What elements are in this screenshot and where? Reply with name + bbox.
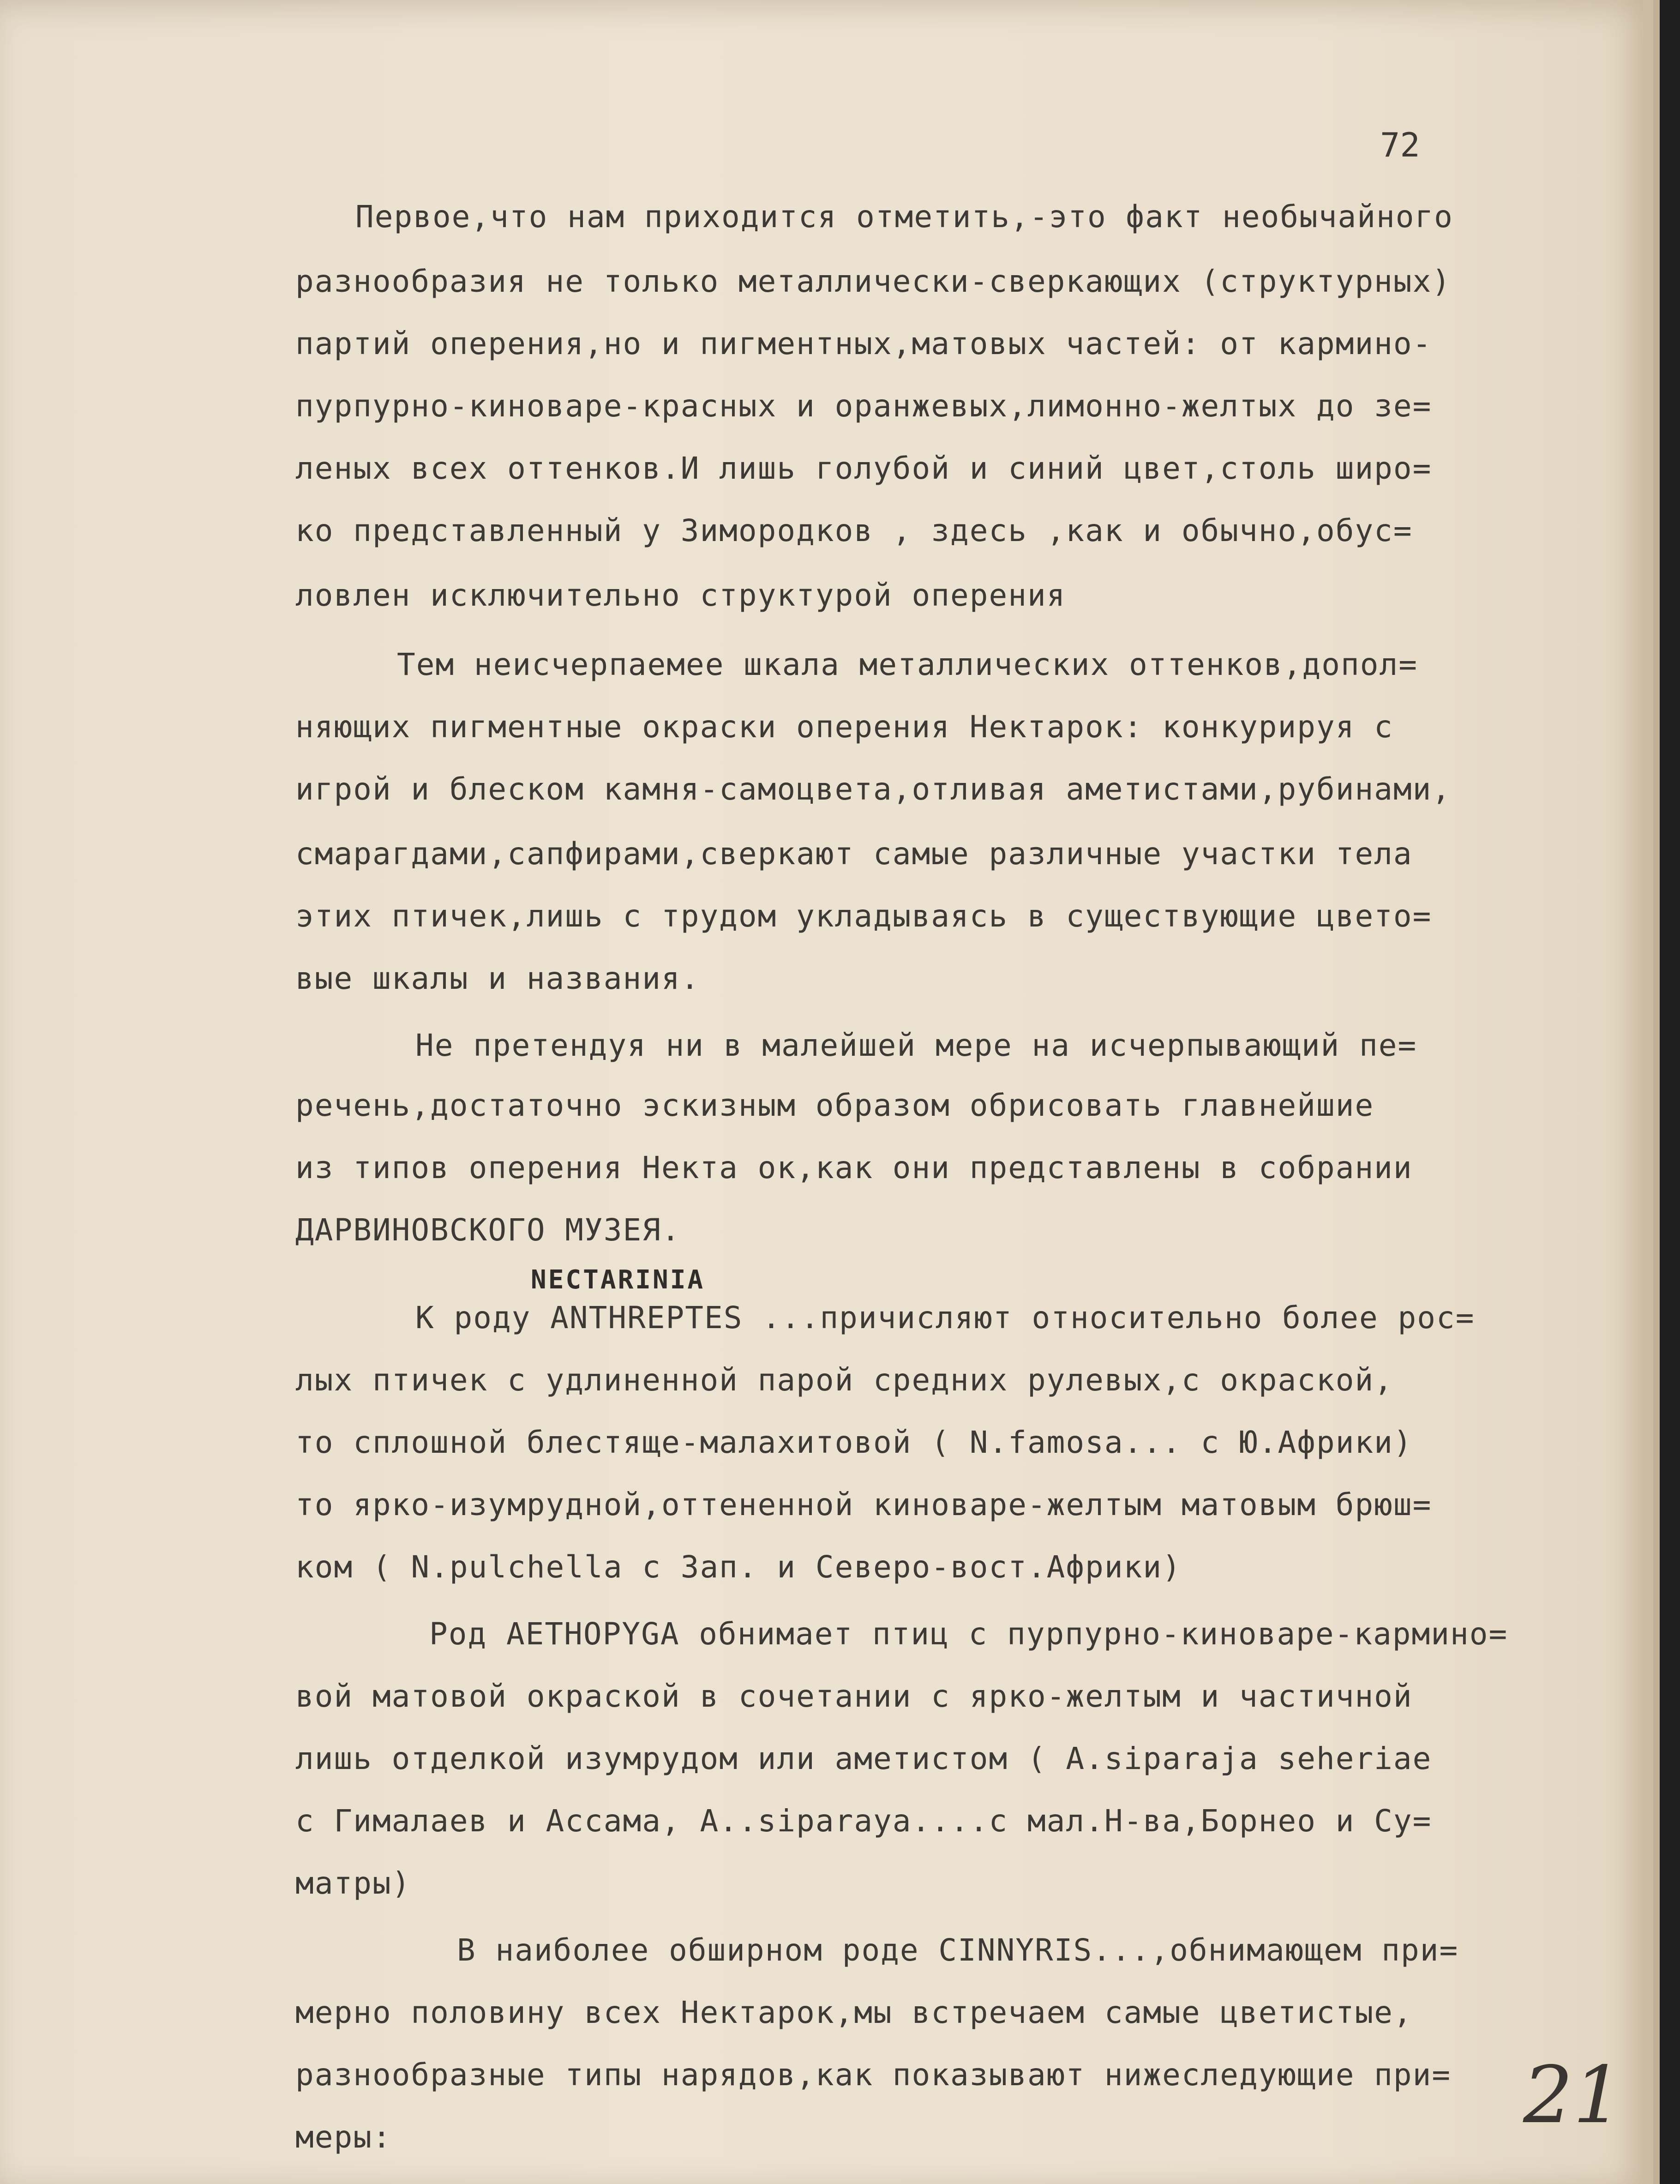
text-line: няющих пигментные окраски оперения Нектарок: конкурируя с	[295, 709, 1393, 745]
text-line: из типов оперения Некта ок,как они представлены в собрании	[295, 1150, 1413, 1185]
text-line: пурпурно-киноваре-красных и оранжевых,лимонно-желтых до зе=	[295, 388, 1432, 424]
page-edge	[1643, 0, 1653, 2184]
text-line: с Гималаев и Ассама, A..siparaya....с мал.Н-ва,Борнео и Су=	[295, 1803, 1432, 1839]
text-line: В наиболее обширном роде CINNYRIS...,обнимающем при=	[457, 1932, 1459, 1968]
text-line: Первое,что нам приходится отметить,-это факт необычайного	[355, 199, 1453, 235]
text-line: ко представленный у Зимородков , здесь ,как и обычно,обус=	[295, 513, 1413, 548]
text-line: Тем неисчерпаемее шкала металлических оттенков,допол=	[397, 647, 1418, 682]
text-line: леных всех оттенков.И лишь голубой и синий цвет,столь широ=	[295, 451, 1432, 486]
page-edge-inner	[1653, 0, 1660, 2184]
text-line: смарагдами,сапфирами,сверкают самые различные участки тела	[295, 836, 1413, 872]
text-line: матры)	[295, 1865, 411, 1901]
handwritten-mark: 21	[1523, 2050, 1623, 2141]
text-line: то сплошной блестяще-малахитовой ( N.famosa... с Ю.Африки)	[295, 1425, 1413, 1460]
text-line: партий оперения,но и пигментных,матовых частей: от кармино-	[295, 326, 1432, 361]
text-line: ДАРВИНОВСКОГО МУЗЕЯ.	[295, 1212, 681, 1248]
text-line: ком ( N.pulchella с Зап. и Северо-вост.Африки)	[295, 1549, 1182, 1585]
text-line: речень,достаточно эскизным образом обрисовать главнейшие	[295, 1088, 1374, 1123]
text-line: Не претендуя ни в малейшей мере на исчерпывающий пе=	[415, 1028, 1417, 1063]
text-line: ловлен исключительно структурой оперения	[295, 578, 1066, 613]
text-line: разнообразные типы нарядов,как показывают нижеследующие при=	[295, 2057, 1452, 2093]
text-line: меры:	[295, 2119, 392, 2155]
text-line: разнообразия не только металлически-сверкающих (структурных)	[295, 264, 1452, 299]
background-edge	[1660, 0, 1680, 2184]
text-line: вой матовой окраской в сочетании с ярко-желтым и частичной	[295, 1679, 1413, 1714]
text-line: то ярко-изумрудной,оттененной киноваре-желтым матовым брюш=	[295, 1487, 1432, 1522]
text-line: мерно половину всех Нектарок,мы встречаем самые цветистые,	[295, 1995, 1413, 2030]
text-line: лишь отделкой изумрудом или аметистом ( A.siparaja seheriae	[295, 1741, 1432, 1776]
text-line: этих птичек,лишь с трудом укладываясь в существующие цвето=	[295, 898, 1432, 934]
text-line: игрой и блеском камня-самоцвета,отливая аметистами,рубинами,	[295, 771, 1452, 807]
text-line: лых птичек с удлиненной парой средних рулевых,с окраской,	[295, 1362, 1393, 1398]
page-number: 72	[1380, 126, 1420, 164]
text-line: вые шкалы и названия.	[295, 961, 700, 996]
text-line: К роду ANTHREPTES ...причисляют относительно более рос=	[415, 1300, 1475, 1336]
text-line: Род AETHOPYGA обнимает птиц с пурпурно-киноваре-кармино=	[429, 1616, 1508, 1652]
genus-overlay: NECTARINIA	[531, 1265, 705, 1295]
